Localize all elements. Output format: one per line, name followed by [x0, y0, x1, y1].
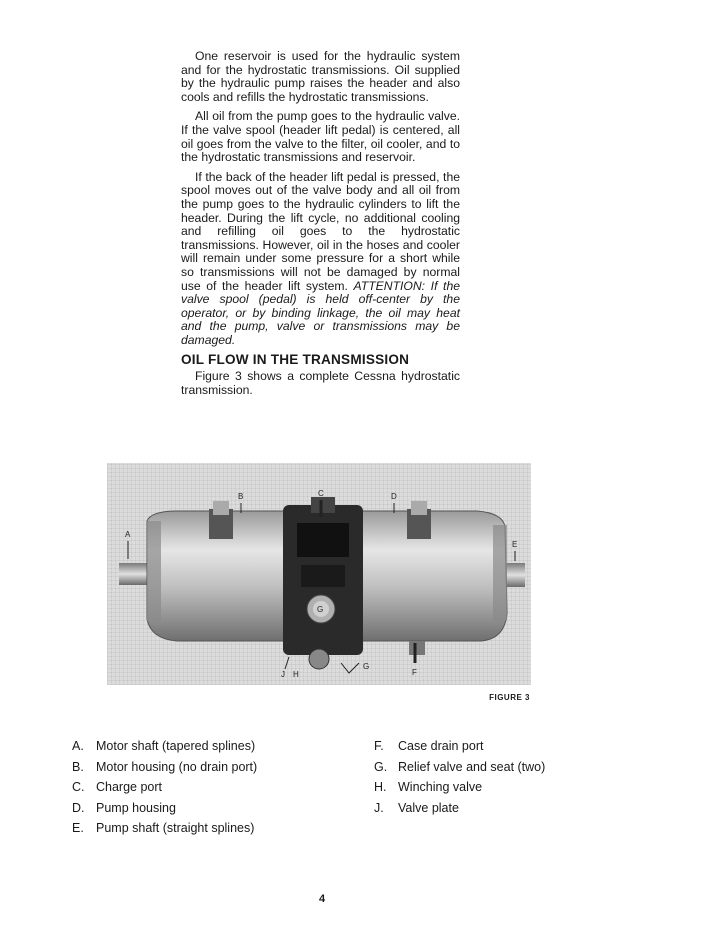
- figure-label-g-center: G: [317, 605, 324, 614]
- legend-item: [374, 798, 545, 819]
- paragraph-figure-reference: Figure 3 shows a complete Cessna hydrostatic transmission.: [181, 369, 460, 397]
- legend-text: Pump housing: [96, 800, 176, 815]
- legend-text: Valve plate: [398, 800, 459, 815]
- legend-item: [72, 736, 257, 757]
- legend-item: [374, 777, 545, 798]
- figure-label-g: G: [363, 662, 370, 671]
- legend-item: [72, 818, 257, 839]
- figure-label-f: F: [412, 668, 417, 677]
- legend-text: Case drain port: [398, 739, 484, 753]
- attention-note: ATTENTION: If the valve spool (pedal) is held off-center by the operator, or by binding linkage, the oil may heat and the pump, valve or transmissions may be damaged.: [181, 278, 461, 347]
- transmission-illustration: [107, 463, 531, 685]
- legend-text: Winching valve: [398, 780, 483, 795]
- legend-letter: E.: [72, 821, 84, 836]
- legend-item: [72, 798, 257, 819]
- legend-letter: D.: [72, 800, 85, 815]
- legend-letter: A.: [72, 739, 84, 753]
- legend-item: [72, 757, 257, 778]
- figure-label-e: E: [512, 540, 518, 549]
- legend-text: Relief valve and seat (two): [398, 759, 546, 774]
- paragraph-header-lift: [181, 171, 460, 348]
- legend-text: Motor shaft (tapered splines): [96, 739, 256, 753]
- legend-text: Pump shaft (straight splines): [96, 821, 255, 836]
- paragraph-header-lift-text: If the back of the header lift pedal is pressed, the spool moves out of the valve body and all oil from the pump goes to the hydraulic cylinders to lift the header. During the lift cycle, no additional cooling and refilling oil goes to the hydrostatic transmissions. However, oil in the hoses and cooler will remain under some pressure for a short while so transmissions will not be damaged by normal use of the header lift system.: [181, 169, 460, 293]
- figure-label-h: H: [293, 670, 299, 679]
- paragraph-oil-from-pump: All oil from the pump goes to the hydraulic valve. If the valve spool (header lift pedal) is centered, all oil goes from the valve to the filter, oil cooler, and to the hydrostatic transmissions and reservoir.: [181, 109, 460, 165]
- legend-letter: C.: [72, 780, 85, 795]
- legend-letter: H.: [374, 780, 387, 795]
- transmission-photo: [107, 463, 531, 685]
- figure-caption: FIGURE 3: [489, 693, 530, 702]
- legend-text: Motor housing (no drain port): [96, 759, 258, 774]
- body-text-column: [181, 50, 460, 403]
- legend-letter: J.: [374, 800, 384, 815]
- legend-item: [72, 777, 257, 798]
- figure-label-c: C: [318, 489, 324, 498]
- legend-letter: G.: [374, 759, 388, 774]
- legend-item: [374, 736, 545, 757]
- page-number: 4: [318, 893, 326, 905]
- figure-label-a: A: [125, 530, 131, 539]
- figure-label-b: B: [238, 492, 244, 501]
- legend-right-column: [374, 736, 545, 818]
- legend-left-column: [72, 736, 257, 839]
- figure-label-j: J: [281, 670, 285, 679]
- legend-letter: F.: [374, 739, 384, 753]
- legend-text: Charge port: [96, 780, 163, 795]
- section-heading: OIL FLOW IN THE TRANSMISSION: [181, 352, 410, 368]
- paragraph-reservoir: One reservoir is used for the hydraulic system and for the hydrostatic transmissions. Oil supplied by the hydraulic pump raises the header and also cools and refills the hydrostatic transmissions.: [181, 49, 460, 104]
- legend-letter: B.: [72, 759, 84, 774]
- legend-item: [374, 757, 545, 778]
- figure-label-d: D: [391, 492, 397, 501]
